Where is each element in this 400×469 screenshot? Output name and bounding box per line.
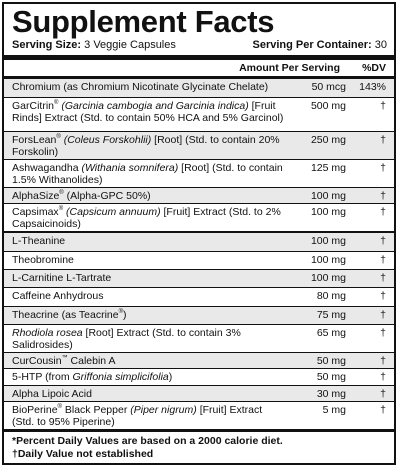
servings-per-container-value: 30 xyxy=(374,39,387,51)
ingredient-amount: 50 mg xyxy=(316,371,346,383)
ingredient-dv: † xyxy=(380,100,386,112)
ingredient-dv: † xyxy=(380,254,386,266)
ingredient-amount: 100 mg xyxy=(310,254,346,266)
ingredient-dv: † xyxy=(380,206,386,218)
ingredient-name: Caffeine Anhydrous xyxy=(12,290,104,302)
ingredient-name: L-Theanine xyxy=(12,235,66,247)
ingredient-amount: 50 mcg xyxy=(311,81,346,93)
ingredient-amount: 100 mg xyxy=(310,190,346,202)
ingredient-dv: † xyxy=(380,190,386,202)
ingredient-row xyxy=(4,288,394,307)
servings-per-container xyxy=(252,39,387,52)
serving-size-value: 3 Veggie Capsules xyxy=(84,39,176,51)
servings-per-container-label: Serving Per Container: xyxy=(252,39,372,51)
ingredient-row xyxy=(4,353,394,369)
dv-header: %DV xyxy=(362,62,386,74)
ingredient-name: L-Carnitine L-Tartrate xyxy=(12,272,112,284)
ingredient-name: CurCousin™ Calebin A xyxy=(12,355,116,367)
ingredient-dv: 143% xyxy=(359,81,386,93)
ingredient-name: AlphaSize® (Alpha-GPC 50%) xyxy=(12,190,151,202)
ingredient-name: 5-HTP (from Griffonia simplicifolia) xyxy=(12,371,173,383)
ingredient-name: Alpha Lipoic Acid xyxy=(12,388,92,400)
ingredient-name: Rhodiola rosea [Root] Extract (Std. to contain 3% Salidrosides) xyxy=(12,327,241,351)
serving-size xyxy=(12,39,176,52)
ingredient-name: Theacrine (as Teacrine®) xyxy=(12,309,127,321)
ingredient-amount: 30 mg xyxy=(316,388,346,400)
ingredient-dv: † xyxy=(380,134,386,146)
ingredient-amount: 100 mg xyxy=(310,206,346,218)
ingredient-row xyxy=(4,132,394,160)
ingredient-row xyxy=(4,386,394,402)
ingredient-name: GarCitrin® (Garcinia cambogia and Garcinia indica) [Fruit Rinds] Extract (Std. to contain 50% HCA and 5% Garcinol) xyxy=(12,100,284,124)
percent-dv-footnote: *Percent Daily Values are based on a 2000 calorie diet. xyxy=(12,435,283,447)
ingredient-dv: † xyxy=(380,272,386,284)
ingredient-row xyxy=(4,79,394,98)
ingredient-amount: 125 mg xyxy=(310,162,346,174)
ingredient-row xyxy=(4,98,394,132)
ingredient-name: Chromium (as Chromium Nicotinate Glycinate Chelate) xyxy=(12,81,269,93)
ingredient-dv: † xyxy=(380,404,386,416)
ingredient-row xyxy=(4,270,394,288)
ingredient-dv: † xyxy=(380,290,386,302)
ingredient-amount: 50 mg xyxy=(316,355,346,367)
ingredient-row xyxy=(4,369,394,386)
ingredient-name: BioPerine® Black Pepper (Piper nigrum) [Fruit] Extract (Std. to 95% Piperine) xyxy=(12,404,263,428)
ingredient-dv: † xyxy=(380,388,386,400)
ingredient-row xyxy=(4,160,394,188)
serving-info xyxy=(12,39,387,52)
ingredient-name: ForsLean® (Coleus Forskohlii) [Root] (Std. to contain 20% Forskolin) xyxy=(12,134,280,158)
ingredient-name: Capsimax® (Capsicum annuum) [Fruit] Extract (Std. to 2% Capsaicinoids) xyxy=(12,206,281,230)
ingredient-amount: 65 mg xyxy=(316,327,346,339)
supplement-facts-panel xyxy=(2,2,396,465)
ingredient-row xyxy=(4,188,394,204)
ingredient-dv: † xyxy=(380,327,386,339)
footnotes xyxy=(4,432,394,461)
ingredient-amount: 250 mg xyxy=(310,134,346,146)
ingredient-row xyxy=(4,233,394,252)
ingredient-dv: † xyxy=(380,355,386,367)
ingredient-name: Ashwagandha (Withania somnifera) [Root] (Std. to contain 1.5% Withanolides) xyxy=(12,162,283,186)
ingredient-amount: 75 mg xyxy=(316,309,346,321)
panel-title: Supplement Facts xyxy=(12,4,275,39)
ingredient-dv: † xyxy=(380,162,386,174)
ingredient-dv: † xyxy=(380,309,386,321)
dv-not-established-footnote: †Daily Value not established xyxy=(12,448,154,460)
amount-header: Amount Per Serving xyxy=(239,62,340,74)
ingredient-name: Theobromine xyxy=(12,254,74,266)
ingredient-amount: 80 mg xyxy=(316,290,346,302)
ingredient-row xyxy=(4,204,394,233)
ingredient-amount: 100 mg xyxy=(310,272,346,284)
ingredient-row xyxy=(4,307,394,325)
column-header xyxy=(4,60,394,76)
ingredient-amount: 5 mg xyxy=(322,404,346,416)
serving-size-label: Serving Size: xyxy=(12,39,82,51)
ingredient-row xyxy=(4,325,394,353)
ingredient-row xyxy=(4,252,394,270)
ingredient-row xyxy=(4,402,394,432)
ingredient-dv: † xyxy=(380,235,386,247)
ingredient-amount: 500 mg xyxy=(310,100,346,112)
ingredient-dv: † xyxy=(380,371,386,383)
ingredient-amount: 100 mg xyxy=(310,235,346,247)
